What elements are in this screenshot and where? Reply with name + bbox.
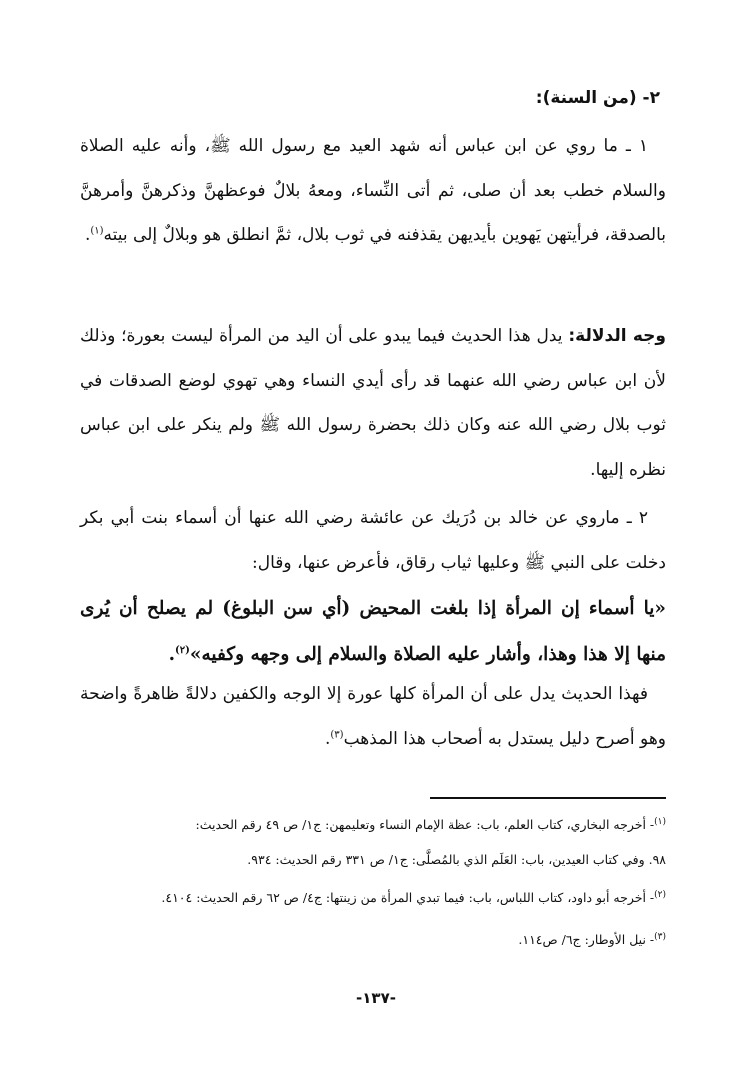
page-number: -١٣٧-: [356, 989, 396, 1007]
footnote-divider: [430, 797, 666, 799]
paragraph-hadith-ibn-abbas: [80, 124, 666, 258]
footnote-text: - أخرجه أبو داود، كتاب اللباس، باب: فيما تبدي المرأة من زينتها: ج٤/ ص ٦٢ رقم الحديث: ٤١٠٤.: [161, 890, 655, 906]
footnote-ref-1: (١): [90, 225, 104, 237]
hadith-quote: [80, 586, 666, 678]
paragraph-text: ٢ ـ ماروي عن خالد بن دُرَيك عن عائشة رضي الله عنها أن أسماء بنت أبي بكر دخلت على النبي ﷺ وعليها ثياب رقاق، فأعرض عنها، وقال:: [80, 508, 666, 573]
paragraph-hadith-aisha: [80, 496, 666, 585]
footnote-1-continued: ٩٨. وفي كتاب العيدين، باب: العَلَم الذي بالمُصلَّى: ج١/ ص ٣٣١ رقم الحديث: ٩٣٤.: [247, 852, 666, 867]
quote-text: «يا أسماء إن المرأة إذا بلغت المحيض (أي سن البلوغ) لم يصلح أن يُرى منها إلا هذا وهذا، وأشار عليه الصلاة والسلام إلى وجهه وكفيه»: [80, 598, 666, 665]
footnote-mark: (١): [654, 817, 666, 827]
footnote-2: [80, 887, 666, 906]
paragraph-text: يدل هذا الحديث فيما يبدو على أن اليد من المرأة ليست بعورة؛ وذلك لأن ابن عباس رضي الله عنهما قد رأى أيدي النساء وهي تهوي لوضع الصدقات في ثوب بلال رضي الله عنه وكان ذلك بحضرة رسول الله ﷺ ولم ينكر على ابن عباس نظره إليها.: [80, 326, 666, 480]
section-heading: ٢- (من السنة):: [535, 88, 660, 108]
footnote-text: - أخرجه البخاري، كتاب العلم، باب: عظة الإمام النساء وتعليمهن: ج١/ ص ٤٩ رقم الحديث:: [195, 817, 655, 833]
footnote-1: [80, 814, 666, 833]
quote-end-mark: .: [168, 644, 176, 665]
paragraph-conclusion: [80, 672, 666, 761]
footnote-text: - نيل الأوطار: ج٦/ ص١١٤.: [518, 932, 655, 948]
footnote-ref-2: (٢): [175, 644, 190, 656]
paragraph-evidence: [80, 314, 666, 492]
paragraph-end-mark: .: [84, 225, 91, 245]
footnote-mark: (٢): [654, 890, 666, 900]
evidence-label: وجه الدلالة:: [568, 326, 667, 346]
footnote-mark: (٣): [654, 932, 666, 942]
footnote-ref-3: (٣): [330, 728, 344, 740]
paragraph-text: فهذا الحديث يدل على أن المرأة كلها عورة إلا الوجه والكفين دلالةً ظاهرةً واضحة وهو أصرح دليل يستدل به أصحاب هذا المذهب: [80, 684, 666, 749]
paragraph-end-mark: .: [324, 728, 331, 749]
paragraph-text: ١ ـ ما روي عن ابن عباس أنه شهد العيد مع رسول الله ﷺ، وأنه عليه الصلاة والسلام خطب بعد أن صلى، ثم أتى النِّساء، ومعهُ بلالٌ فوعظهنَّ وذكرهنَّ وأمرهنَّ بالصدقة، فرأيتهن يَهوين بأيديهن يقذفنه في ثوب بلال، ثمَّ انطلق هو وبلالٌ إلى بيته: [80, 136, 666, 245]
footnote-3: [80, 929, 666, 948]
